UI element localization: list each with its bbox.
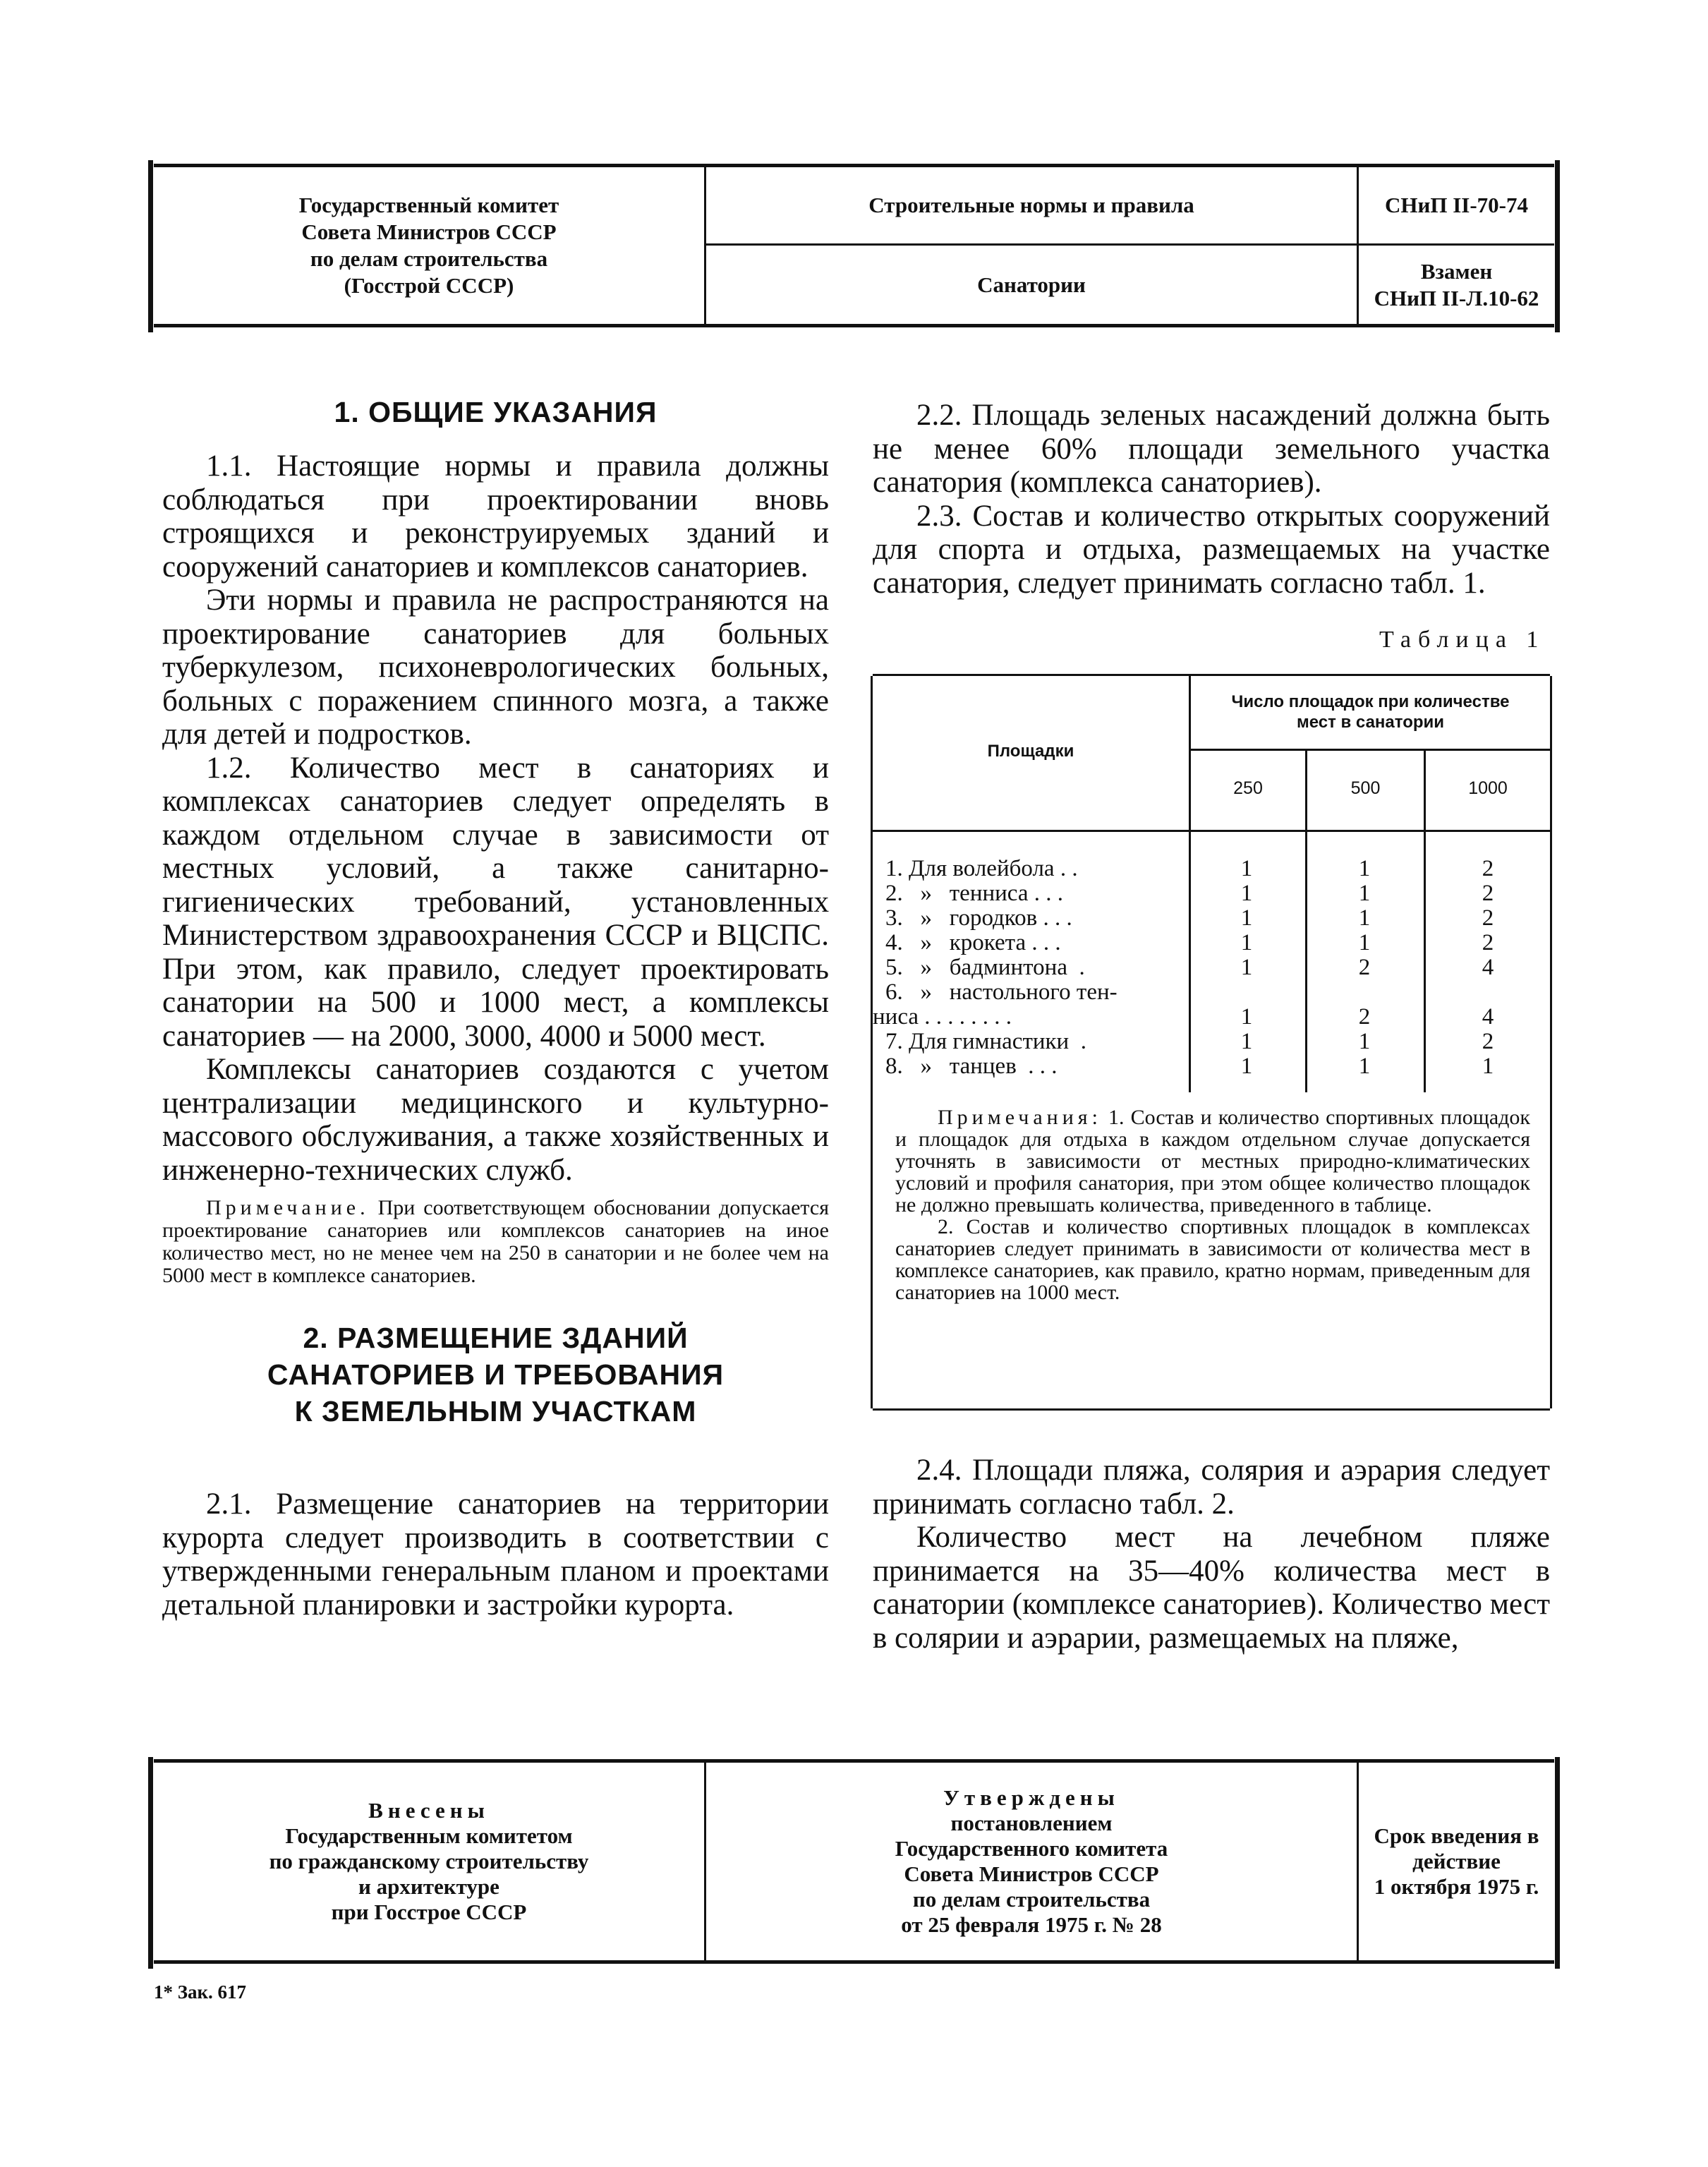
cell: 1 <box>1240 930 1253 955</box>
issuer-line: Совета Министров СССР <box>301 219 557 244</box>
cell: 2 <box>1482 930 1494 955</box>
col-header-500: 500 <box>1350 778 1381 798</box>
doc-subject-text: Санатории <box>977 272 1086 297</box>
footer-line: от 25 февраля 1975 г. № 28 <box>901 1912 1162 1937</box>
group-header-line: Число площадок при количестве <box>1231 692 1510 711</box>
paragraph: 1.2. Количество мест в санаториях и комплексах санаториев следует определять в каждом отдельном случае в зависимости от местных условий, а также санитарно-гигиенических требований, установленных Министерством здравоохранения СССР и ВЦСПС. При этом, как правило, следует проектировать санатории на 500 и 1000 мест, а комплексы санаториев — на 2000, 3000, 4000 и 5000 мест. <box>162 751 829 1053</box>
note-text: При соответствующем обосновании допускается проектирование санаториев или комплексов санаториев на иное количество мест, но не менее чем на 250 в санатории и не более чем на 5000 мест в комплексе санаториев. <box>162 1196 829 1287</box>
cell: 1 <box>1358 856 1371 881</box>
right-column-part2 <box>873 1454 1550 1655</box>
row-name: 6. » настольного тен- <box>885 979 1118 1005</box>
cell: 4 <box>1482 1004 1494 1030</box>
left-column-part1 <box>162 449 829 1287</box>
note-label: Примечание. <box>206 1196 370 1219</box>
col-header-1000: 1000 <box>1468 778 1508 798</box>
table-note <box>895 1106 1530 1216</box>
footer-line: по гражданскому строительству <box>269 1849 589 1873</box>
row-name: 1. Для волейбола . . <box>885 856 1078 881</box>
table-line <box>1305 749 1307 1092</box>
table-1 <box>873 674 1550 1411</box>
table-notes <box>895 1106 1530 1303</box>
cell: 1 <box>1240 955 1253 980</box>
doc-type <box>706 167 1357 243</box>
cell: 1 <box>1240 1054 1253 1079</box>
submitted-by <box>154 1763 704 1960</box>
cell: 2 <box>1358 955 1371 980</box>
cell: 1 <box>1358 930 1371 955</box>
cell: 4 <box>1482 955 1494 980</box>
footer-line: постановлением <box>950 1811 1113 1835</box>
paragraph: Количество мест на лечебном пляже принимается на 35—40% количества мест в санатории (комплексе санаториев). Количество мест в солярии и аэрарии, размещаемых на пляже, <box>873 1521 1550 1655</box>
cell: 1 <box>1482 1054 1494 1079</box>
paragraph: 2.2. Площадь зеленых насаждений должна быть не менее 60% площади земельного участка санатория (комплекса санаториев). <box>873 399 1550 499</box>
cell: 1 <box>1358 881 1371 906</box>
group-header <box>1191 692 1550 732</box>
table-line <box>1424 749 1426 1092</box>
order-number: 1* Зак. 617 <box>154 1981 247 2003</box>
doc-type-text: Строительные нормы и правила <box>868 193 1194 217</box>
cell: 1 <box>1358 1054 1371 1079</box>
cell: 2 <box>1482 905 1494 931</box>
issuer-line: Государственный комитет <box>298 193 559 217</box>
note <box>162 1197 829 1287</box>
border-bar <box>148 1757 153 1969</box>
row-name: ниса . . . . . . . . <box>873 1004 1012 1030</box>
issuer-block <box>154 167 704 324</box>
cell: 1 <box>1358 1029 1371 1054</box>
footer-line: Государственным комитетом <box>285 1823 573 1848</box>
heading-line: САНАТОРИЕВ И ТРЕБОВАНИЯ <box>267 1358 725 1391</box>
submitted-label: Внесены <box>368 1798 490 1823</box>
footer-line: Совета Министров СССР <box>904 1861 1159 1886</box>
cell: 2 <box>1358 1004 1371 1030</box>
table-note: 2. Состав и количество спортивных площадок в комплексах санаториев следует принимать в зависимости от количества мест в комплексе санаториев, как правило, кратно нормам, приведенным для санаториев на 1000 мест. <box>895 1215 1530 1304</box>
paragraph: 1.1. Настоящие нормы и правила должны соблюдаться при проектировании вновь строящихся и реконструируемых зданий и сооружений санаториев и комплексов санаториев. <box>162 449 829 584</box>
cell: 2 <box>1482 881 1494 906</box>
effective-label: Срок введения в действие <box>1374 1823 1539 1873</box>
paragraph: 2.4. Площади пляжа, солярия и аэрария следует принимать согласно табл. 2. <box>873 1454 1550 1521</box>
cell: 1 <box>1358 905 1371 931</box>
replaces-code: СНиП II-Л.10-62 <box>1374 285 1539 310</box>
row-name: 5. » бадминтона . <box>885 955 1085 980</box>
replaces-label: Взамен <box>1420 258 1493 284</box>
group-header-line: мест в санатории <box>1296 713 1445 732</box>
doc-code <box>1359 167 1554 243</box>
footer-line: и архитектуре <box>358 1874 499 1899</box>
paragraph: Эти нормы и правила не распространяются на проектирование санаториев для больных туберкулезом, психоневрологических больных, больных с поражением спинного мозга, а также для детей и подростков. <box>162 584 829 751</box>
cell: 1 <box>1240 856 1253 881</box>
row-name: 8. » танцев . . . <box>885 1054 1058 1079</box>
effective-date <box>1359 1763 1554 1960</box>
table-caption: Таблица 1 <box>1379 627 1546 653</box>
border-bar <box>1555 1757 1560 1969</box>
table-line <box>1189 749 1550 751</box>
table-border <box>871 676 873 1408</box>
section-heading-1: 1. ОБЩИЕ УКАЗАНИЯ <box>334 396 658 428</box>
paragraph: 2.1. Размещение санаториев на территории курорта следует производить в соответствии с утвержденными генеральным планом и проектами детальной планировки и застройки курорта. <box>162 1487 829 1622</box>
issuer-line: по делам строительства <box>310 246 548 271</box>
row-name: 3. » городков . . . <box>885 905 1072 931</box>
footer-line: Государственного комитета <box>895 1836 1168 1861</box>
issuer-line: (Госстрой СССР) <box>344 273 514 298</box>
row-name: 4. » крокета . . . <box>885 930 1061 955</box>
col-header-sites: Площадки <box>987 742 1074 761</box>
paragraph: Комплексы санаториев создаются с учетом централизации медицинского и культурно-массового обслуживания, а также хозяйственных и инженерно-технических служб. <box>162 1053 829 1187</box>
table-border <box>1550 676 1552 1408</box>
notes-label: Примечания: <box>938 1106 1102 1129</box>
footer-line: при Госстрое СССР <box>331 1900 527 1924</box>
table-line <box>1189 676 1191 1092</box>
doc-code-text: СНиП II-70-74 <box>1385 193 1528 217</box>
border-bar <box>148 160 153 332</box>
cell: 1 <box>1240 1029 1253 1054</box>
header-table <box>154 164 1554 327</box>
cell: 1 <box>1240 881 1253 906</box>
footer-line: по делам строительства <box>912 1887 1151 1912</box>
approved-label: Утверждены <box>943 1785 1120 1810</box>
section-heading-2 <box>162 1320 829 1430</box>
table-line <box>873 830 1550 832</box>
cell: 2 <box>1482 856 1494 881</box>
paragraph: 2.3. Состав и количество открытых сооружений для спорта и отдыха, размещаемых на участке санатория, следует принимать согласно табл. 1. <box>873 499 1550 600</box>
doc-subject <box>706 246 1357 324</box>
border-bar <box>1555 160 1560 332</box>
cell: 2 <box>1482 1029 1494 1054</box>
heading-line: К ЗЕМЕЛЬНЫМ УЧАСТКАМ <box>294 1395 697 1427</box>
col-header-250: 250 <box>1233 778 1263 798</box>
cell: 1 <box>1240 905 1253 931</box>
replaces-block <box>1359 246 1554 324</box>
footer-table <box>154 1759 1554 1964</box>
left-column-part2 <box>162 1487 829 1622</box>
cell: 1 <box>1240 1004 1253 1030</box>
note-1-text: 1. Состав и количество спортивных площадок и площадок для отдыха в каждом отдельном случае допускается уточнять в зависимости от местных природно-климатических условий и профиля санатория, при этом общее количество площадок не должно превышать количества, приведенного в таблице. <box>895 1106 1530 1217</box>
heading-line: 2. РАЗМЕЩЕНИЕ ЗДАНИЙ <box>303 1322 689 1354</box>
row-name: 2. » тенниса . . . <box>885 881 1063 906</box>
approved-by <box>706 1763 1357 1960</box>
row-name: 7. Для гимнастики . <box>885 1029 1086 1054</box>
right-column-part1 <box>873 399 1550 600</box>
effective-value: 1 октября 1975 г. <box>1374 1874 1539 1899</box>
